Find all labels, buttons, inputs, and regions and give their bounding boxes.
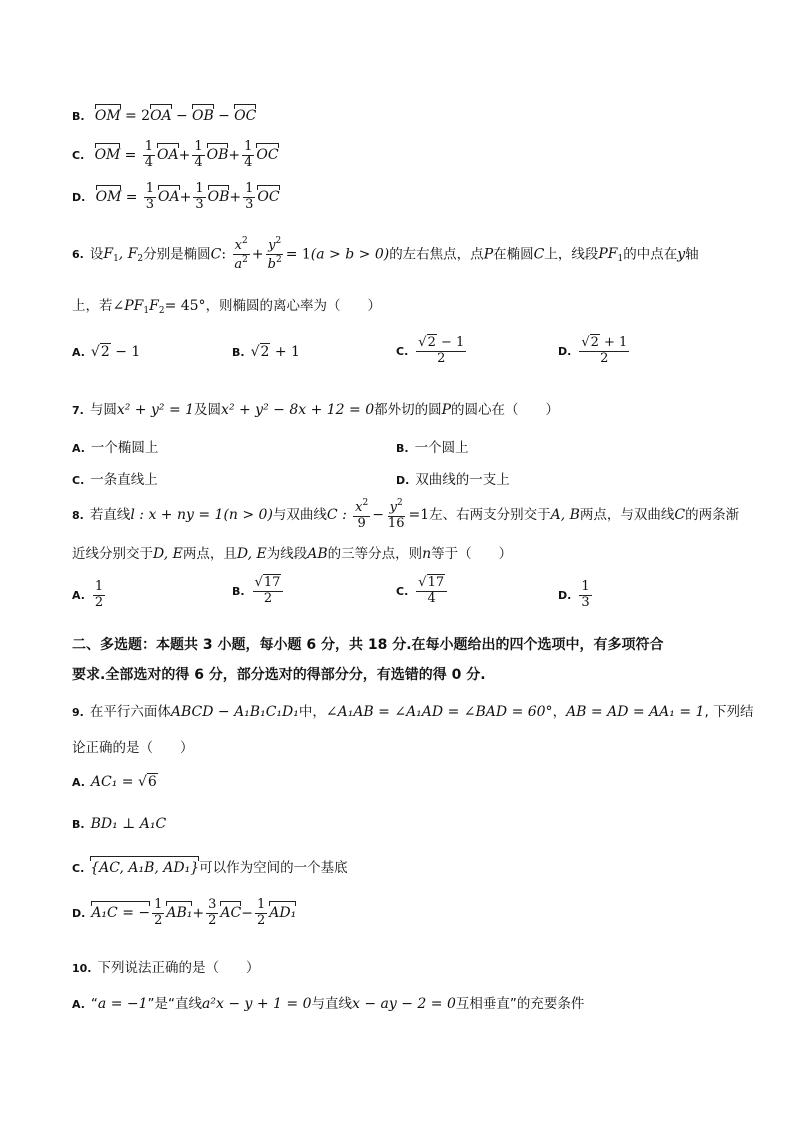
q5-option-c: C. OM = $\frac{1}{4}$ OA+ $\frac{1}{4}$ OB+ $\frac{1}{4}$ OC xyxy=(72,139,279,170)
vector-om: OM xyxy=(94,147,121,164)
equals-text: = 2 xyxy=(124,108,151,124)
q9-option-c: C. {AC, A₁B, AD₁}可以作为空间的一个基底 xyxy=(72,860,348,876)
question-number: 9. xyxy=(72,706,84,719)
q10-option-a: A. “a = −1”是“直线a²x − y + 1 = 0与直线x − ay − 2 = 0互相垂直”的充要条件 xyxy=(72,996,585,1012)
q8-option-d: D. $\frac{1}{3}$ xyxy=(558,579,590,610)
q6-option-a: A. √2 − 1 xyxy=(72,344,141,360)
vector-oc: OC xyxy=(256,147,279,164)
vector-om: OM xyxy=(95,189,122,206)
vector-oc: OC xyxy=(257,189,280,206)
vector-oa: OA xyxy=(156,147,179,164)
vector-ob: OB xyxy=(207,189,230,206)
q9-stem-line1: 9. 在平行六面体ABCD − A₁B₁C₁D₁中，∠A₁AB = ∠A₁AD = ∠BAD = 60°，AB = AD = AA₁ = 1, 下列结 xyxy=(72,704,754,720)
q7-stem: 7. 与圆x² + y² = 1及圆x² + y² − 8x + 12 = 0都外切的圆P的圆心在（ ） xyxy=(72,402,560,418)
vector-ob: OB xyxy=(206,147,229,164)
fraction-y2-b2: $\frac{y^2}{b^2}$ xyxy=(267,236,282,272)
q9-stem-line2: 论正确的是（ ） xyxy=(72,740,194,756)
q9-option-a: A. AC₁ = √6 xyxy=(72,774,157,790)
q8-option-b: B. $\frac{√17}{2}$ xyxy=(232,576,285,607)
fraction: $\frac{1}{4}$ xyxy=(194,139,203,170)
q5-option-d: D. OM = $\frac{1}{3}$ OA+ $\frac{1}{3}$ OB+ $\frac{1}{3}$ OC xyxy=(72,181,280,212)
fraction: $\frac{1}{3}$ xyxy=(145,181,155,212)
q7-option-c: C. 一条直线上 xyxy=(72,472,158,488)
fraction: $\frac{1}{4}$ xyxy=(244,139,253,170)
fraction-x2-9: $\frac{x^2}{9}$ xyxy=(355,498,369,531)
vector-oa: OA xyxy=(158,189,180,206)
vector-oc: OC xyxy=(234,108,257,124)
vector-ob: OB xyxy=(192,108,214,124)
q7-option-b: B. 一个圆上 xyxy=(396,440,469,456)
q6-stem-line2: 上，若$\angle PF_1F_2= 45^\circ$，则椭圆的离心率为（ ） xyxy=(72,298,382,316)
q8-stem-line1: 8. 若直线l : x + ny = 1(n > 0)与双曲线C : $\frac{x^2}{9}$ − $\frac{y^2}{16}$ =1左、右两支分别交于A, B两点，与双曲线C的两条渐 xyxy=(72,498,740,531)
section-heading-line1: 二、多选题：本题共 3 小题，每小题 6 分，共 18 分.在每小题给出的四个选项中，有多项符合 xyxy=(72,637,664,653)
section-heading-line2: 要求.全部选对的得 6 分，部分选对的得部分分，有选错的得 0 分. xyxy=(72,667,486,683)
question-number: 7. xyxy=(72,404,84,417)
q10-stem: 10. 下列说法正确的是（ ） xyxy=(72,960,260,976)
option-label: B. xyxy=(72,110,85,123)
question-number: 8. xyxy=(72,508,84,522)
equals-sign: = xyxy=(124,147,137,164)
equals-sign: = xyxy=(125,189,138,206)
fraction-x2-a2: $\frac{x^2}{a^2}$ xyxy=(234,236,248,272)
q8-option-a: A. $\frac{1}{2}$ xyxy=(72,579,104,610)
question-number: 6. xyxy=(72,248,84,262)
q7-option-a: A. 一个椭圆上 xyxy=(72,440,159,456)
q6-option-d: D. $\frac{√2 + 1}{2}$ xyxy=(558,335,628,366)
fraction: $\frac{1}{3}$ xyxy=(195,181,204,212)
q8-option-c: C. $\frac{√17}{4}$ xyxy=(396,576,449,607)
option-label: C. xyxy=(72,149,85,163)
q8-stem-line2: 近线分别交于D, E两点，且D, E为线段AB的三等分点，则n等于（ ） xyxy=(72,546,513,562)
q9-option-b: B. BD₁ ⊥ A₁C xyxy=(72,816,167,832)
q9-option-d: D. A₁C = − $\frac{1}{2}$ AB₁+ $\frac{3}{2}$ AC− $\frac{1}{2}$ AD₁ xyxy=(72,897,297,928)
q6-option-b: B. √2 + 1 xyxy=(232,344,300,360)
fraction-y2-16: $\frac{y^2}{16}$ xyxy=(387,498,405,531)
operator: − xyxy=(218,108,230,124)
option-label: D. xyxy=(72,191,86,205)
vector-oa: OA xyxy=(150,108,172,124)
q6-stem-line1: 6. 设$F_1$, $F_2$分别是椭圆C: $\frac{x^2}{a^2}$ + $\frac{y^2}{b^2}$ = 1(a > b > 0)的左右焦点，点P在椭圆C上，线段$PF_1$的中点在y轴 xyxy=(72,236,699,272)
operator: − xyxy=(175,108,188,124)
fraction: $\frac{1}{4}$ xyxy=(144,139,153,170)
fraction: $\frac{1}{3}$ xyxy=(245,181,254,212)
question-number: 10. xyxy=(72,962,92,975)
q5-option-b xyxy=(72,108,256,124)
q7-option-d: D. 双曲线的一支上 xyxy=(396,472,510,488)
q6-option-c: C. $\frac{√2 - 1}{2}$ xyxy=(396,335,465,366)
vector-om: OM xyxy=(94,108,121,124)
